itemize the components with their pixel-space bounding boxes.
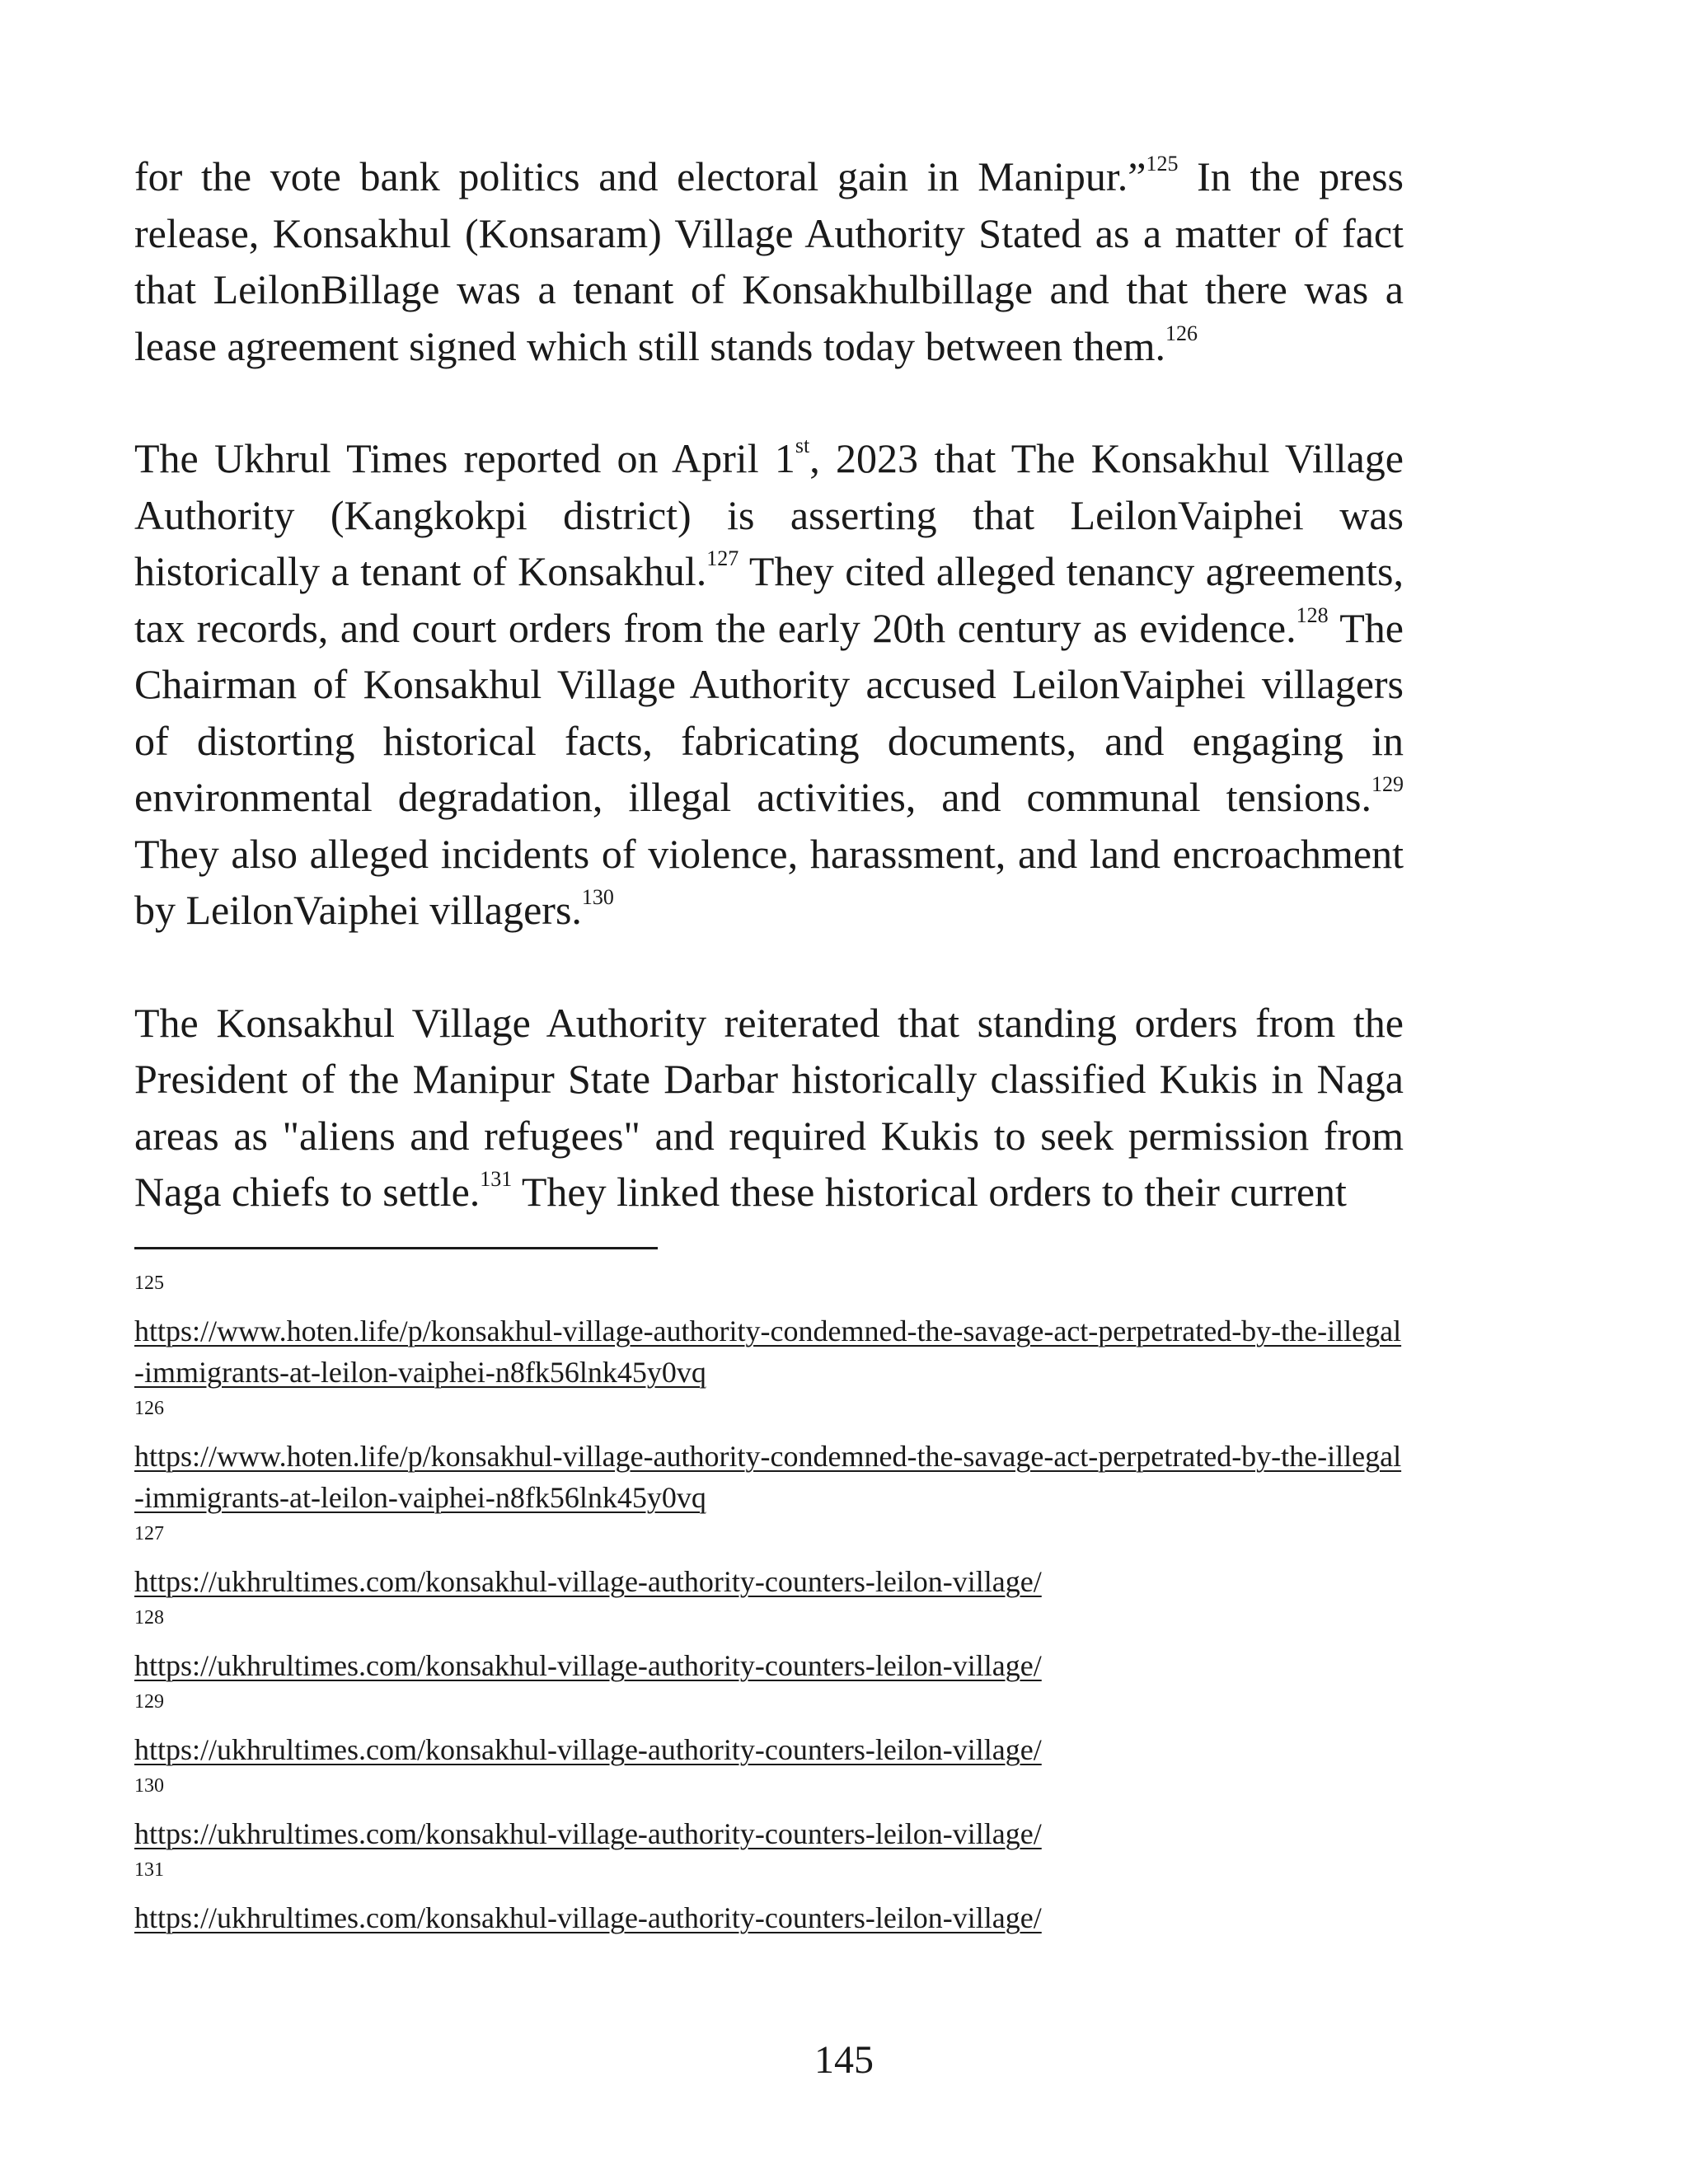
footnote-number: 125 [134,1272,164,1294]
paragraph-text: They linked these historical orders to their current [512,1169,1347,1215]
footnote-reference: 128 [1296,602,1329,627]
footnote-reference: st [795,434,810,457]
footnote-link[interactable]: https://www.hoten.life/p/konsakhul-village-authority-condemned-the-savage-act-perpetrated-by-the-illegal-immigrants-at-leilon-vaiphei-n8fk56lnk45y0vq [134,1440,1402,1514]
footnote-number: 130 [134,1775,164,1797]
paragraph-text: They cited alleged tenancy agreements, tax records, and court orders from the early 20th century as evidence. [134,548,1404,651]
footnote-number: 126 [134,1398,164,1419]
footnote [134,1396,1404,1518]
footnote-separator [134,1247,658,1249]
footnote-link[interactable]: https://ukhrultimes.com/konsakhul-village-authority-counters-leilon-village/ [134,1817,1042,1850]
footnote-link[interactable]: https://ukhrultimes.com/konsakhul-village-authority-counters-leilon-village/ [134,1901,1042,1934]
footnote-reference: 127 [706,546,739,570]
footnote [134,1521,1404,1602]
paragraph-text: The Ukhrul Times reported on April 1 [134,435,795,481]
footnote-link[interactable]: https://ukhrultimes.com/konsakhul-village-authority-counters-leilon-village/ [134,1649,1042,1682]
footnote [134,1605,1404,1686]
paragraph-text: for the vote bank politics and electoral gain in Manipur.” [134,153,1146,199]
paragraph [134,148,1404,374]
footnote [134,1858,1404,1938]
footnote-number: 128 [134,1607,164,1629]
footnote-reference: 129 [1372,772,1404,796]
footnote-reference: 125 [1146,152,1179,176]
footnote-reference: 130 [581,885,614,909]
footnote-reference: 126 [1165,321,1198,345]
paragraph-text: They also alleged incidents of violence, harassment, and land encroachment by LeilonVaiphei villagers. [134,830,1404,933]
paragraph [134,995,1404,1221]
paragraph-text: The Chairman of Konsakhul Village Authority accused LeilonVaiphei villagers of distorting historical facts, fabricating documents, and engaging in environmental degradation, illegal activities, and communal tensions. [134,604,1404,820]
footnote-link[interactable]: https://www.hoten.life/p/konsakhul-village-authority-condemned-the-savage-act-perpetrated-by-the-illegal-immigrants-at-leilon-vaiphei-n8fk56lnk45y0vq [134,1315,1402,1389]
paragraph [134,430,1404,939]
paragraph-text: In the press release, Konsakhul (Konsaram) Village Authority Stated as a matter of fact that LeilonBillage was a tenant of Konsakhulbillage and that there was a lease agreement signed which still stands today between them. [134,153,1404,369]
footnote-number: 127 [134,1523,164,1544]
footnote-number: 129 [134,1691,164,1713]
footnotes [134,1271,1404,1942]
footnote [134,1690,1404,1770]
paragraph-text: The Konsakhul Village Authority reiterated that standing orders from the President of the Manipur State Darbar historically classified Kukis in Naga areas as "aliens and refugees" and required Kukis to seek permission from Naga chiefs to settle. [134,999,1404,1215]
paragraph-text: , 2023 that The Konsakhul Village Authority (Kangkokpi district) is asserting that LeilonVaiphei was historically a tenant of Konsakhul. [134,435,1404,594]
body-text [134,148,1404,1221]
footnote-number: 131 [134,1859,164,1881]
footnote [134,1774,1404,1854]
page-number: 145 [814,2038,874,2082]
footnote-link[interactable]: https://ukhrultimes.com/konsakhul-village-authority-counters-leilon-village/ [134,1733,1042,1766]
footnote-reference: 131 [480,1167,513,1191]
footnote [134,1271,1404,1393]
footnote-link[interactable]: https://ukhrultimes.com/konsakhul-village-authority-counters-leilon-village/ [134,1565,1042,1598]
